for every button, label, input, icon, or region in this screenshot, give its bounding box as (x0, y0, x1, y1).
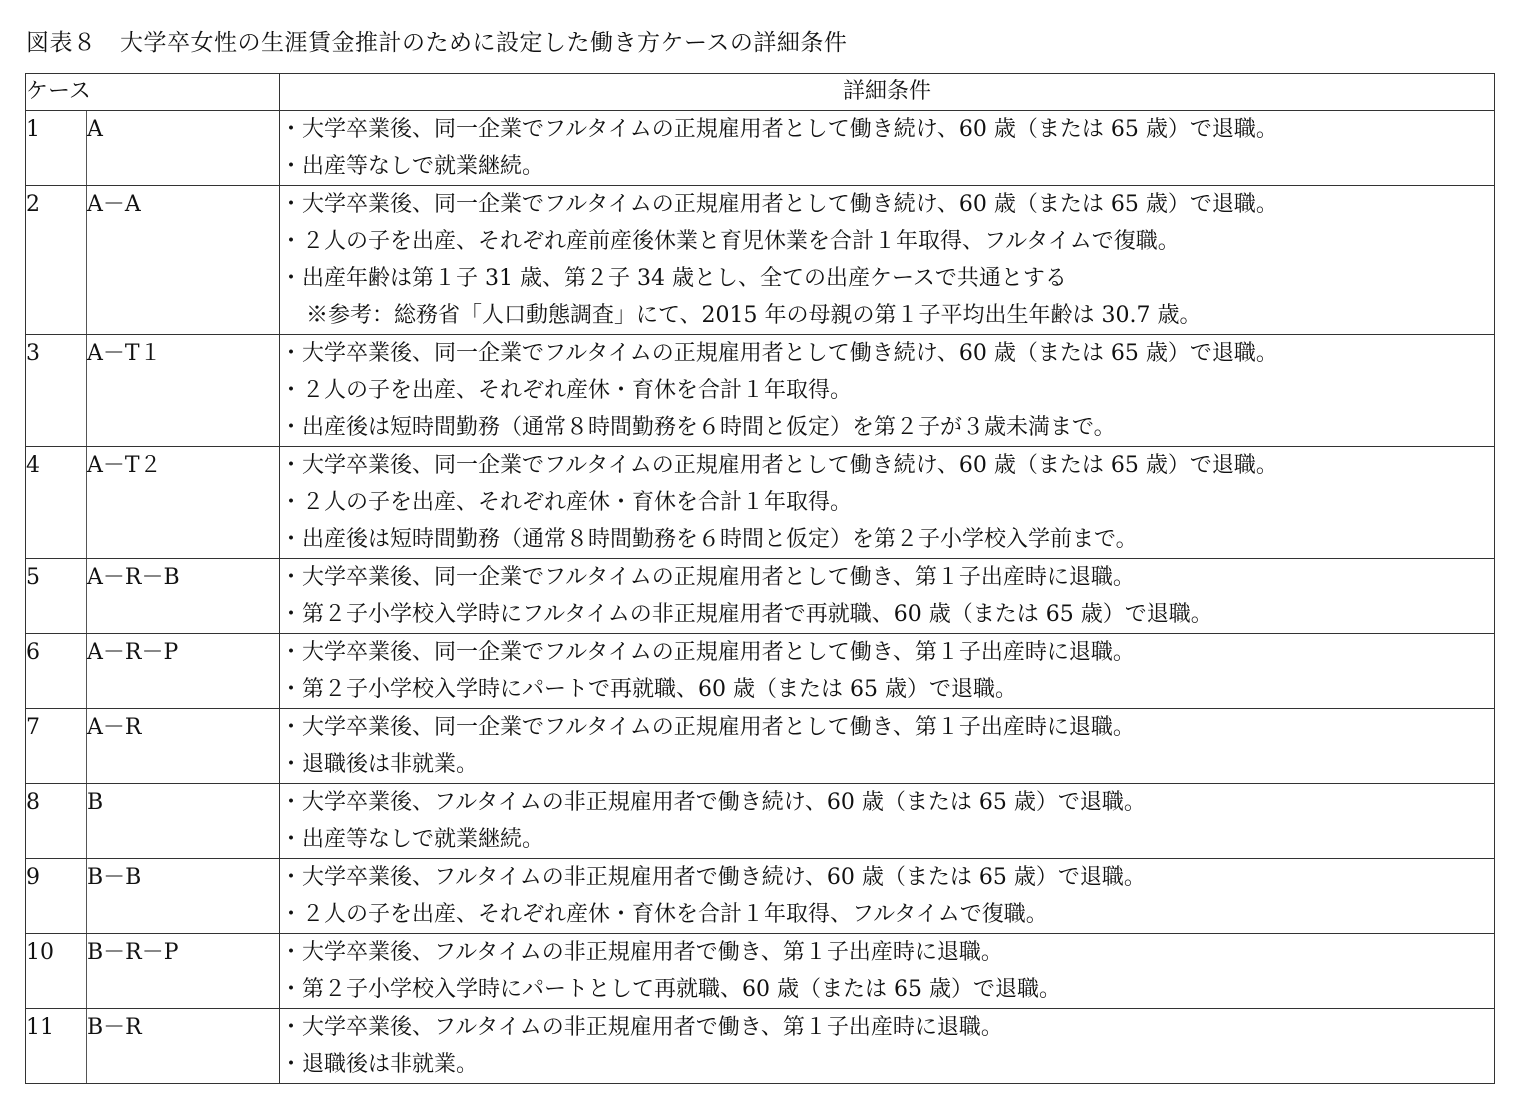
condition-line: ・大学卒業後、同一企業でフルタイムの正規雇用者として働き、第１子出産時に退職。 (280, 640, 1135, 665)
case-code: B－R (87, 1009, 280, 1084)
condition-line: ・大学卒業後、同一企業でフルタイムの正規雇用者として働き続け、60 歳（または 65 歳）で退職。 (280, 453, 1278, 478)
table-row (26, 447, 1495, 559)
case-conditions (280, 934, 1495, 1009)
condition-line: ・２人の子を出産、それぞれ産休・育休を合計１年取得。 (280, 490, 853, 515)
case-code: A－R－B (87, 559, 280, 634)
case-number: 2 (26, 186, 87, 335)
case-code: B (87, 784, 280, 859)
condition-line: ・大学卒業後、同一企業でフルタイムの正規雇用者として働き、第１子出産時に退職。 (280, 715, 1135, 740)
case-conditions (280, 447, 1495, 559)
condition-line: ・出産等なしで就業継続。 (280, 827, 545, 852)
condition-line: ・出産等なしで就業継続。 (280, 154, 545, 179)
case-conditions (280, 1009, 1495, 1084)
case-conditions (280, 784, 1495, 859)
case-code: B－R－P (87, 934, 280, 1009)
condition-line: ・大学卒業後、同一企業でフルタイムの正規雇用者として働き続け、60 歳（または 65 歳）で退職。 (280, 192, 1278, 217)
case-conditions (280, 709, 1495, 784)
header-conditions: 詳細条件 (280, 74, 1495, 111)
case-code: A－T２ (87, 447, 280, 559)
condition-line: ・２人の子を出産、それぞれ産休・育休を合計１年取得。 (280, 378, 853, 403)
case-number: 11 (26, 1009, 87, 1084)
header-case: ケース (26, 74, 280, 111)
table-row (26, 634, 1495, 709)
case-conditions (280, 186, 1495, 335)
case-conditions (280, 859, 1495, 934)
reference-note: ※参考：総務省「人口動態調査」にて、2015 年の母親の第１子平均出生年齢は 30.7 歳。 (306, 303, 1202, 328)
table-row (26, 859, 1495, 934)
case-conditions (280, 335, 1495, 447)
condition-line: ・大学卒業後、同一企業でフルタイムの正規雇用者として働き、第１子出産時に退職。 (280, 565, 1135, 590)
condition-line: ・２人の子を出産、それぞれ産休・育休を合計１年取得、フルタイムで復職。 (280, 902, 1048, 927)
condition-line: ・大学卒業後、フルタイムの非正規雇用者で働き、第１子出産時に退職。 (280, 940, 1003, 965)
condition-line: ・出産後は短時間勤務（通常８時間勤務を６時間と仮定）を第２子が３歳未満まで。 (280, 415, 1116, 440)
condition-line: ・大学卒業後、フルタイムの非正規雇用者で働き続け、60 歳（または 65 歳）で退職。 (280, 790, 1146, 815)
case-code: A (87, 111, 280, 186)
condition-line: ・出産後は短時間勤務（通常８時間勤務を６時間と仮定）を第２子小学校入学前まで。 (280, 527, 1138, 552)
case-number: 10 (26, 934, 87, 1009)
condition-line: ・大学卒業後、同一企業でフルタイムの正規雇用者として働き続け、60 歳（または 65 歳）で退職。 (280, 117, 1278, 142)
case-code: A－R (87, 709, 280, 784)
table-header-row (26, 74, 1495, 111)
case-conditions-table (25, 73, 1495, 1084)
case-code: A－T１ (87, 335, 280, 447)
case-conditions (280, 559, 1495, 634)
case-number: 4 (26, 447, 87, 559)
table-row (26, 111, 1495, 186)
condition-line: ・出産年齢は第１子 31 歳、第２子 34 歳とし、全ての出産ケースで共通とする (280, 266, 1067, 291)
table-row (26, 1009, 1495, 1084)
condition-line: ・第２子小学校入学時にフルタイムの非正規雇用者で再就職、60 歳（または 65 歳）で退職。 (280, 602, 1213, 627)
table-row (26, 709, 1495, 784)
condition-line: ・大学卒業後、フルタイムの非正規雇用者で働き続け、60 歳（または 65 歳）で退職。 (280, 865, 1146, 890)
case-number: 8 (26, 784, 87, 859)
condition-line: ・退職後は非就業。 (280, 752, 479, 777)
case-number: 9 (26, 859, 87, 934)
condition-line: ・第２子小学校入学時にパートとして再就職、60 歳（または 65 歳）で退職。 (280, 977, 1061, 1002)
case-conditions (280, 634, 1495, 709)
page-title: 図表８ 大学卒女性の生涯賃金推計のために設定した働き方ケースの詳細条件 (26, 30, 848, 56)
condition-line: ・大学卒業後、フルタイムの非正規雇用者で働き、第１子出産時に退職。 (280, 1015, 1003, 1040)
case-code: B－B (87, 859, 280, 934)
case-number: 7 (26, 709, 87, 784)
table-row (26, 186, 1495, 335)
case-number: 1 (26, 111, 87, 186)
case-number: 5 (26, 559, 87, 634)
condition-line: ・第２子小学校入学時にパートで再就職、60 歳（または 65 歳）で退職。 (280, 677, 1017, 702)
case-conditions (280, 111, 1495, 186)
condition-line: ・大学卒業後、同一企業でフルタイムの正規雇用者として働き続け、60 歳（または 65 歳）で退職。 (280, 341, 1278, 366)
table-row (26, 934, 1495, 1009)
case-number: 6 (26, 634, 87, 709)
case-code: A－R－P (87, 634, 280, 709)
table-row (26, 784, 1495, 859)
condition-line: ・２人の子を出産、それぞれ産前産後休業と育児休業を合計１年取得、フルタイムで復職。 (280, 229, 1180, 254)
case-code: A－A (87, 186, 280, 335)
condition-line: ・退職後は非就業。 (280, 1052, 479, 1077)
table-row (26, 559, 1495, 634)
case-number: 3 (26, 335, 87, 447)
table-row (26, 335, 1495, 447)
